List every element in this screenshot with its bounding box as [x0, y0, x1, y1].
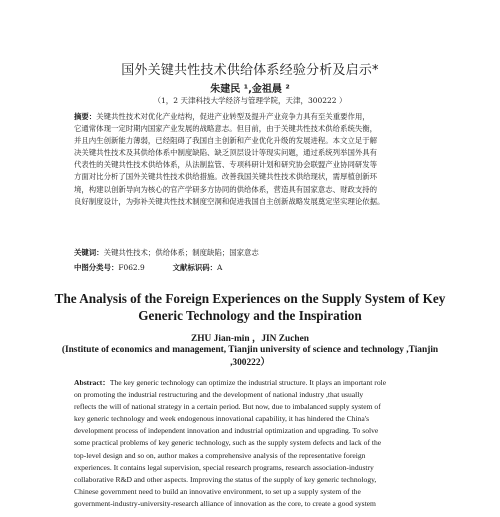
english-abstract-line: Chinese government need to build an innovative environment, to set up a supply system of the: [74, 486, 361, 496]
english-title: The Analysis of the Foreign Experiences on the Supply System of Key Generic Technology and the Inspiration: [54, 291, 446, 323]
english-abstract-line: some practical problems of key generic technology, such as the supply system defects and lack of the: [74, 438, 382, 448]
english-abstract-line: reflects the will of national strategy in a certain period. But now, due to imbalanced supply system of: [74, 402, 381, 412]
chinese-abstract-line: 代表性的关键共性技术供给体系，从法制监管、专项科研计划和研究协会联盟产业协同研发等: [74, 160, 378, 170]
english-abstract-label: Abstract：: [74, 378, 110, 387]
chinese-abstract-line: 并且内生创新能力薄弱，已经阻碍了我国自主创新和产业优化升级的发展进程。本文立足于解: [74, 136, 378, 146]
chinese-keywords: [74, 247, 434, 258]
chinese-abstract-line: 它通常体现一定时期内国家产业发展的战略意志。但目前，由于关键共性技术供给系统失衡，: [74, 124, 378, 134]
chinese-authors: 朱建民 ¹,金祖晨 ²: [210, 84, 290, 95]
chinese-abstract-label: 摘要：: [74, 112, 97, 121]
english-abstract-line: top-level design and so on, author makes a comprehensive analysis of the representative foreign: [74, 450, 366, 460]
english-abstract-line: government-industry-university-research alliance of innovation as the core, to create a good system: [74, 498, 376, 508]
chinese-abstract: [74, 111, 430, 208]
keywords-text: 关键共性技术；供给体系；制度缺陷；国家意志: [103, 248, 259, 257]
chinese-abstract-line: [74, 111, 430, 123]
english-abstract-line: development process of independent innovation and industrial optimization and upgrading. To solve: [74, 426, 379, 436]
doc-code-label: 文献标识码：: [172, 263, 218, 272]
english-abstract-line: collaborative R&D and other aspects. Improving the status of the supply of key generic technology,: [74, 474, 377, 484]
english-affiliation: (Institute of economics and management, Tianjin university of science and technology ,Tianjin ,300222）: [61, 345, 439, 368]
chinese-abstract-line: 决关键共性技术及其供给体系中制度缺陷、缺乏顶层设计等现实问题，通过系统列举国外具有: [74, 148, 378, 158]
english-abstract-line: on promoting the industrial restructuring and the development of national industry ,that usually: [74, 390, 364, 400]
english-abstract-line: key generic technology and week endogenous innovational capability, it has hindered the China's: [74, 414, 370, 424]
keywords-label: 关键词：: [74, 248, 104, 257]
chinese-abstract-text: 关键共性技术对优化产业结构，促进产业转型及提升产业竞争力具有至关重要作用，: [96, 112, 370, 121]
chinese-abstract-line: 方面对比分析了国外关键共性技术供给措施。改善我国关键共性技术供给现状，需厚植创新环: [74, 172, 378, 182]
english-abstract: [74, 377, 432, 510]
chinese-abstract-line: 良好制度设计，为弥补关键共性技术制度空洞和促进我国自主创新战略发展奠定坚实理论依据。: [74, 196, 385, 206]
chinese-title: 国外关键共性技术供给体系经验分析及启示*: [121, 63, 379, 78]
doc-code-value: A: [217, 263, 223, 272]
english-authors: ZHU Jian-min ，JIN Zuchen: [191, 334, 309, 344]
chinese-affiliation: （1，2 天津科技大学经济与管理学院，天津，300222 ）: [153, 96, 347, 105]
english-abstract-text: The key generic technology can optimize the industrial structure. It plays an important role: [109, 378, 387, 387]
classification-row: [74, 262, 434, 273]
classification-value: F062.9: [118, 263, 145, 272]
english-abstract-line: [74, 377, 432, 389]
classification-label: 中图分类号：: [74, 263, 119, 272]
chinese-abstract-line: 境，构建以创新导向为核心的官产学研多方协同的供给体系，营造具有国家意志、财政支持的: [74, 184, 378, 194]
english-abstract-line: experiences. It contains legal supervision, special research programs, research association-industry: [74, 462, 374, 472]
